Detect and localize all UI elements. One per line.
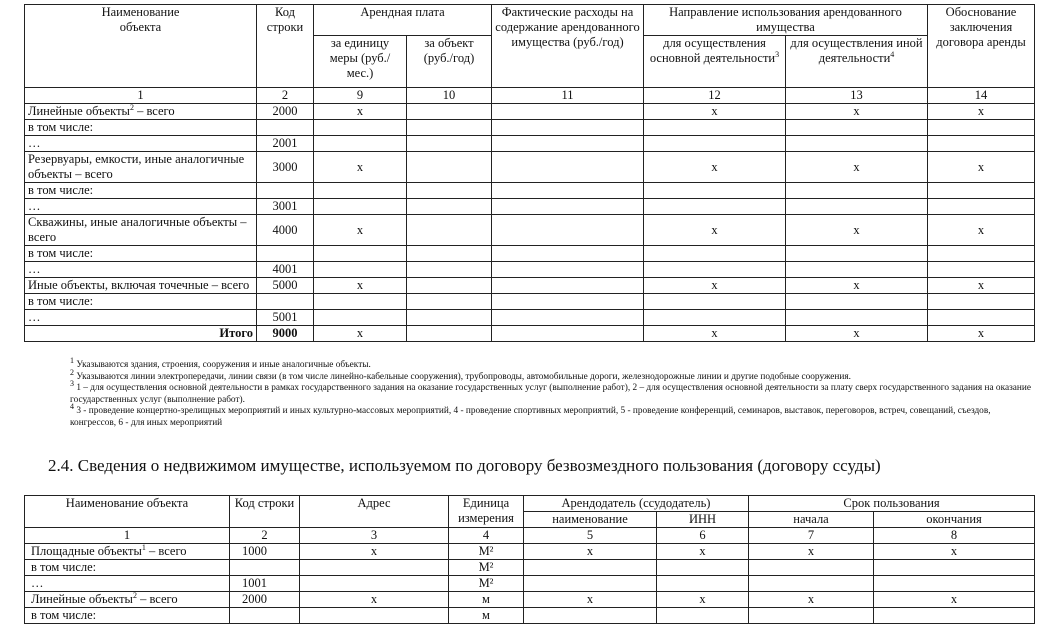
- row-inn: x: [657, 544, 749, 560]
- header-unit: Единица измерения: [449, 496, 524, 528]
- column-number: 4: [449, 528, 524, 544]
- row-c9: [314, 294, 407, 310]
- row-code: 1001: [230, 576, 300, 592]
- row-c10: [407, 310, 492, 326]
- row-code: 2000: [230, 592, 300, 608]
- column-numbers: [25, 88, 1035, 104]
- total-c9: x: [314, 326, 407, 342]
- row-addr: [300, 576, 449, 592]
- row-unit: M²: [449, 576, 524, 592]
- row-c14: [928, 199, 1035, 215]
- table-row: [25, 262, 1035, 278]
- header-rent-object: за объект (руб./год): [407, 36, 492, 88]
- column-number: 5: [524, 528, 657, 544]
- row-c10: [407, 120, 492, 136]
- table-row: [25, 246, 1035, 262]
- header-dir-other: для осуществления иной деятельности$^4$: [786, 36, 928, 88]
- total-c13: x: [786, 326, 928, 342]
- header-code: Код строки: [230, 496, 300, 528]
- row-c13: x: [786, 152, 928, 183]
- row-c12: x: [644, 278, 786, 294]
- row-c13: [786, 262, 928, 278]
- table-row: [25, 183, 1035, 199]
- row-c13: x: [786, 215, 928, 246]
- row-name: в том числе:: [25, 608, 230, 624]
- table-row: [25, 152, 1035, 183]
- column-number: 13: [786, 88, 928, 104]
- header-code: Код строки: [257, 5, 314, 88]
- row-name: Линейные объекты$^2$ – всего: [25, 104, 257, 120]
- row-c13: [786, 120, 928, 136]
- row-c14: x: [928, 215, 1035, 246]
- row-name: в том числе:: [25, 246, 257, 262]
- footnote-1: $^1$ Указываются здания, строения, сооружения и иные аналогичные объекты.: [70, 355, 371, 370]
- row-end: x: [874, 544, 1035, 560]
- footnote-3: $^3$ 1 – для осуществления основной деятельности в рамках государственного задания на оказание государственных услуг (выполнение работ), 2 – для осуществления основной деятельности за плату сверх государственного задания на оказание государственных услуг (выполнение работ).: [70, 379, 1031, 405]
- row-c11: [492, 183, 644, 199]
- row-code: 3001: [257, 199, 314, 215]
- header-rent: Арендная плата: [314, 5, 492, 36]
- total-c12: x: [644, 326, 786, 342]
- row-c12: x: [644, 215, 786, 246]
- row-c11: [492, 136, 644, 152]
- header-basis: Обоснование заключения договора аренды: [928, 5, 1035, 88]
- row-lname: [524, 560, 657, 576]
- table-row: [25, 310, 1035, 326]
- row-c12: [644, 136, 786, 152]
- row-code: [257, 120, 314, 136]
- header-lessor-inn: ИНН: [657, 512, 749, 528]
- row-code: 5000: [257, 278, 314, 294]
- row-start: [749, 560, 874, 576]
- row-name: …: [25, 199, 257, 215]
- row-addr: [300, 608, 449, 624]
- row-c9: x: [314, 152, 407, 183]
- column-number: 12: [644, 88, 786, 104]
- row-c14: [928, 120, 1035, 136]
- table-row: [25, 608, 1035, 624]
- total-c10: [407, 326, 492, 342]
- row-c11: [492, 246, 644, 262]
- row-c10: [407, 262, 492, 278]
- row-name: Линейные объекты$^2$ – всего: [25, 592, 230, 608]
- column-number: 2: [230, 528, 300, 544]
- row-name: Резервуары, емкости, иные аналогичные объекты – всего: [25, 152, 257, 183]
- row-inn: x: [657, 592, 749, 608]
- row-c9: [314, 262, 407, 278]
- row-c10: [407, 199, 492, 215]
- footnote-4: $^4$ 3 - проведение концертно-зрелищных мероприятий и иных культурно-массовых мероприятий, 4 - проведение спортивных мероприятий, 5 - проведение конференций, семинаров, выставок, переговоров, встреч, совещаний, съездов, конгрессов, 6 - для иных мероприятий: [70, 402, 991, 428]
- row-c9: x: [314, 278, 407, 294]
- row-inn: [657, 608, 749, 624]
- table-row: [25, 278, 1035, 294]
- row-c13: x: [786, 278, 928, 294]
- row-c10: [407, 294, 492, 310]
- row-c11: [492, 294, 644, 310]
- row-c11: [492, 152, 644, 183]
- section-title: 2.4. Сведения о недвижимом имуществе, используемом по договору безвозмездного пользования (договору ссуды): [48, 456, 881, 475]
- row-lname: x: [524, 592, 657, 608]
- row-code: 1000: [230, 544, 300, 560]
- row-name: …: [25, 310, 257, 326]
- header-name: Наименование объекта: [25, 496, 230, 528]
- row-unit: M²: [449, 560, 524, 576]
- row-c9: [314, 199, 407, 215]
- row-start: [749, 608, 874, 624]
- table-row: [25, 199, 1035, 215]
- row-c12: x: [644, 152, 786, 183]
- row-unit: м: [449, 592, 524, 608]
- row-unit: M²: [449, 544, 524, 560]
- row-c14: x: [928, 278, 1035, 294]
- row-end: [874, 560, 1035, 576]
- lease-table: [24, 4, 1035, 342]
- column-number: 1: [25, 528, 230, 544]
- header-rent-unit: за единицу меры (руб./мес.): [314, 36, 407, 88]
- header-expenses: Фактические расходы на содержание арендованного имущества (руб./год): [492, 5, 644, 88]
- table-row: [25, 104, 1035, 120]
- row-code: 4001: [257, 262, 314, 278]
- row-code: [257, 183, 314, 199]
- row-c13: [786, 246, 928, 262]
- footnotes: [24, 355, 1034, 430]
- row-c11: [492, 199, 644, 215]
- column-number: 11: [492, 88, 644, 104]
- row-c10: [407, 278, 492, 294]
- row-c12: [644, 199, 786, 215]
- row-lname: x: [524, 544, 657, 560]
- footnote-2: $^2$ Указываются линии электропередачи, линии связи (в том числе линейно-кабельные сооружения), трубопроводы, автомобильные дороги, железнодорожные линии и другие подобные сооружения.: [70, 367, 851, 382]
- row-name: в том числе:: [25, 560, 230, 576]
- row-c14: [928, 246, 1035, 262]
- row-c13: [786, 136, 928, 152]
- row-c9: x: [314, 215, 407, 246]
- row-c10: [407, 246, 492, 262]
- row-code: 2001: [257, 136, 314, 152]
- row-addr: x: [300, 544, 449, 560]
- row-c9: [314, 183, 407, 199]
- row-lname: [524, 608, 657, 624]
- header-term-end: окончания: [874, 512, 1035, 528]
- table-row: [25, 120, 1035, 136]
- table-row: [25, 215, 1035, 246]
- row-code: [230, 560, 300, 576]
- row-c14: [928, 310, 1035, 326]
- column-number: 8: [874, 528, 1035, 544]
- row-name: …: [25, 262, 257, 278]
- row-c9: [314, 120, 407, 136]
- column-number: 6: [657, 528, 749, 544]
- row-c11: [492, 215, 644, 246]
- row-unit: м: [449, 608, 524, 624]
- column-number: 3: [300, 528, 449, 544]
- column-number: 7: [749, 528, 874, 544]
- row-addr: [300, 560, 449, 576]
- header-lessor-name: наименование: [524, 512, 657, 528]
- row-c14: [928, 136, 1035, 152]
- header-address: Адрес: [300, 496, 449, 528]
- row-code: [257, 294, 314, 310]
- row-c12: [644, 120, 786, 136]
- row-c12: [644, 310, 786, 326]
- row-c11: [492, 262, 644, 278]
- row-name: Иные объекты, включая точечные – всего: [25, 278, 257, 294]
- total-c14: x: [928, 326, 1035, 342]
- row-name: в том числе:: [25, 183, 257, 199]
- total-row: [25, 326, 1035, 342]
- table-row: [25, 592, 1035, 608]
- row-c9: [314, 136, 407, 152]
- table-row: [25, 560, 1035, 576]
- row-start: [749, 576, 874, 592]
- row-c14: [928, 262, 1035, 278]
- row-c10: [407, 183, 492, 199]
- row-name: в том числе:: [25, 120, 257, 136]
- header-direction: Направление использования арендованного имущества: [644, 5, 928, 36]
- row-c12: [644, 183, 786, 199]
- row-c13: x: [786, 104, 928, 120]
- row-c12: x: [644, 104, 786, 120]
- row-c12: [644, 262, 786, 278]
- row-addr: x: [300, 592, 449, 608]
- row-c11: [492, 120, 644, 136]
- total-c11: [492, 326, 644, 342]
- column-numbers: [25, 528, 1035, 544]
- header-term-start: начала: [749, 512, 874, 528]
- row-name: Площадные объекты$^1$ – всего: [25, 544, 230, 560]
- column-number: 1: [25, 88, 257, 104]
- row-c11: [492, 278, 644, 294]
- row-c13: [786, 183, 928, 199]
- row-code: 2000: [257, 104, 314, 120]
- row-name: …: [25, 576, 230, 592]
- row-c10: [407, 136, 492, 152]
- row-c13: [786, 199, 928, 215]
- table-row: [25, 136, 1035, 152]
- row-name: в том числе:: [25, 294, 257, 310]
- row-end: [874, 608, 1035, 624]
- row-c9: [314, 310, 407, 326]
- row-c10: [407, 152, 492, 183]
- column-number: 2: [257, 88, 314, 104]
- row-code: 3000: [257, 152, 314, 183]
- row-start: x: [749, 544, 874, 560]
- header-lessor: Арендодатель (ссудодатель): [524, 496, 749, 512]
- row-c14: x: [928, 104, 1035, 120]
- row-end: [874, 576, 1035, 592]
- column-number: 9: [314, 88, 407, 104]
- row-code: 4000: [257, 215, 314, 246]
- table-row: [25, 576, 1035, 592]
- row-c14: [928, 183, 1035, 199]
- table-row: [25, 294, 1035, 310]
- header-name: Наименование объекта: [25, 5, 257, 88]
- total-label: Итого: [25, 326, 257, 342]
- row-inn: [657, 560, 749, 576]
- row-c12: [644, 294, 786, 310]
- row-c10: [407, 215, 492, 246]
- row-code: 5001: [257, 310, 314, 326]
- row-start: x: [749, 592, 874, 608]
- row-name: Скважины, иные аналогичные объекты – всего: [25, 215, 257, 246]
- header-term: Срок пользования: [749, 496, 1035, 512]
- column-number: 14: [928, 88, 1035, 104]
- row-c9: x: [314, 104, 407, 120]
- column-number: 10: [407, 88, 492, 104]
- table-row: [25, 544, 1035, 560]
- row-c13: [786, 310, 928, 326]
- total-code: 9000: [257, 326, 314, 342]
- row-lname: [524, 576, 657, 592]
- free-use-table: [24, 495, 1035, 624]
- row-c12: [644, 246, 786, 262]
- row-c14: x: [928, 152, 1035, 183]
- row-c10: [407, 104, 492, 120]
- row-c13: [786, 294, 928, 310]
- row-code: [257, 246, 314, 262]
- row-c11: [492, 104, 644, 120]
- row-name: …: [25, 136, 257, 152]
- header-dir-main: для осуществления основной деятельности$^3$: [644, 36, 786, 88]
- row-end: x: [874, 592, 1035, 608]
- row-inn: [657, 576, 749, 592]
- row-code: [230, 608, 300, 624]
- row-c14: [928, 294, 1035, 310]
- row-c11: [492, 310, 644, 326]
- row-c9: [314, 246, 407, 262]
